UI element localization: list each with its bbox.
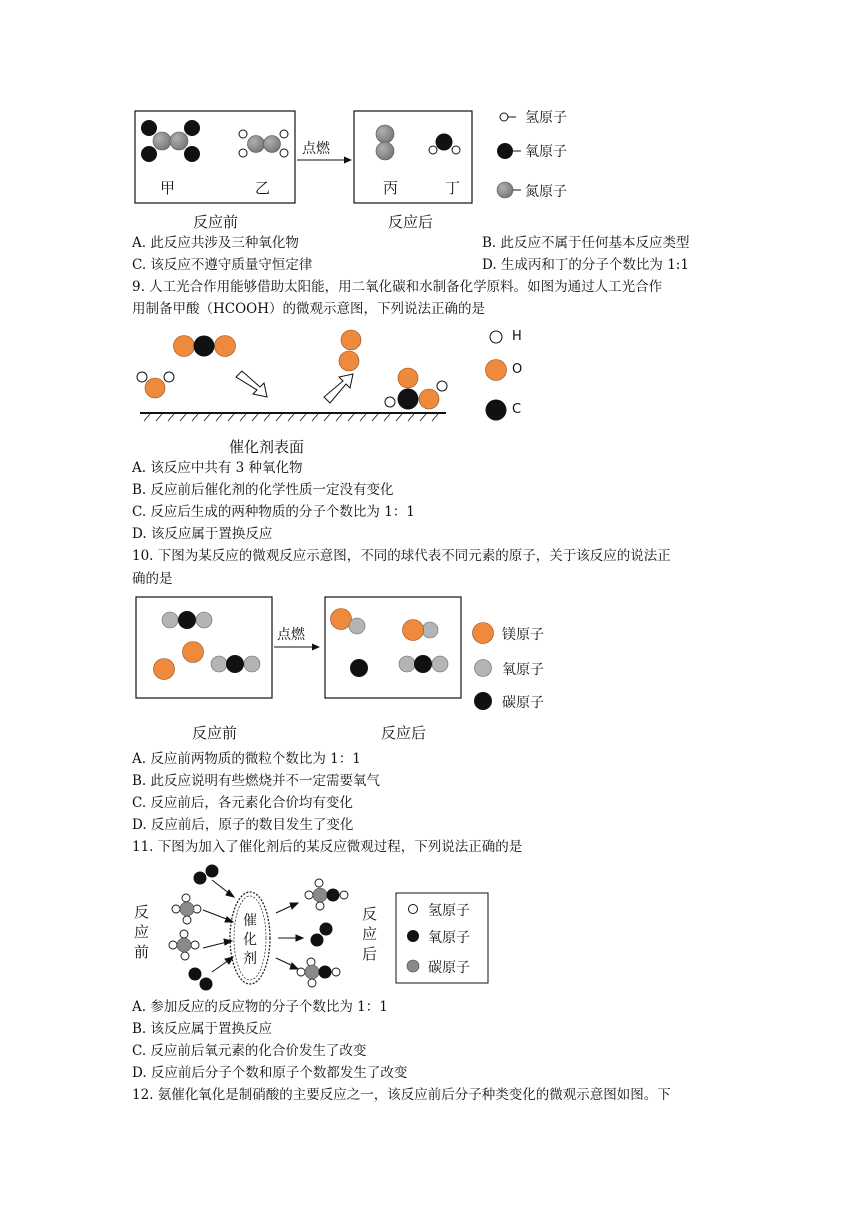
q8-label-after: 反应后 [388,213,434,231]
q9-stem-line1: 9. 人工光合作用能够借助太阳能，用二氧化碳和水制备化学原料。如图为通过人工光合作 [132,279,663,295]
q11-oxygen-atom [319,966,332,979]
q8-label-ding: 丁 [445,179,461,197]
q9-option-c: C. 反应后生成的两种物质的分子个数比为 1：1 [132,504,415,520]
q10-option-a: A. 反应前两物质的微粒个数比为 1：1 [132,751,361,767]
q8-label-before: 反应前 [193,213,239,231]
q11-legend-hydrogen: 氢原子 [428,903,470,919]
q10-option-c: C. 反应前后，各元素化合价均有变化 [132,795,353,811]
q11-option-b: B. 该反应属于置换反应 [132,1021,273,1037]
q11-legend-oxygen-icon [407,930,419,942]
q11-oxygen-atom [189,968,202,981]
q8-label-bing: 丙 [383,179,399,197]
q10-label-before: 反应前 [192,724,238,742]
q11-legend-oxygen: 氧原子 [428,930,470,946]
q10-label-after: 反应后 [381,724,427,742]
q11-left-label-3: 前 [134,943,150,961]
q11-catalyst-label-1: 催 [243,913,257,929]
q9-option-d: D. 该反应属于置换反应 [132,526,273,542]
q11-option-c: C. 反应前后氧元素的化合价发生了改变 [132,1043,367,1059]
q8-option-b: B. 此反应不属于任何基本反应类型 [482,235,690,251]
q11-oxygen-atom [327,889,340,902]
q11-option-a: A. 参加反应的反应物的分子个数比为 1：1 [132,999,388,1015]
q11-carbon-atom [305,965,319,979]
q11-oxygen-atom [194,872,207,885]
q9-option-a: A. 该反应中共有 3 种氧化物 [132,460,303,476]
q8-legend-oxygen: 氧原子 [525,144,567,160]
q11-carbon-atom [180,902,194,916]
q10-legend-oxygen: 氧原子 [502,662,544,678]
q10-stem-line1: 10. 下图为某反应的微观反应示意图，不同的球代表不同元素的原子，关于该反应的说法正 [132,548,671,564]
q9-legend-hydrogen: H [512,329,522,344]
q9-stem-line2: 用制备甲酸（HCOOH）的微观示意图，下列说法正确的是 [132,301,486,317]
q11-oxygen-atom [200,978,213,991]
q11-catalyst-label-2: 化 [243,932,257,948]
q10-legend-magnesium: 镁原子 [502,627,544,643]
q11-right-label-1: 反 [362,905,378,923]
q9-legend-oxygen: O [512,362,523,377]
q11-stem: 11. 下图为加入了催化剂后的某反应微观过程，下列说法正确的是 [132,839,523,855]
q8-option-d: D. 生成丙和丁的分子个数比为 1:1 [482,257,689,273]
q8-label-jia: 甲 [160,179,176,197]
q8-label-yi: 乙 [255,179,271,197]
q11-left-label-2: 应 [134,923,150,941]
q11-legend-carbon: 碳原子 [428,960,470,976]
q11-legend-hydrogen-icon [409,905,418,914]
q11-legend-carbon-icon [407,960,419,972]
q11-right-label-2: 应 [362,925,378,943]
q11-catalyst-label-3: 剂 [243,951,257,967]
q11-option-d: D. 反应前后分子个数和原子个数都发生了改变 [132,1065,408,1081]
q11-oxygen-atom [311,934,324,947]
q12-stem: 12. 氨催化氧化是制硝酸的主要反应之一，该反应前后分子种类变化的微观示意图如图。下 [132,1087,671,1103]
q11-oxygen-atom [320,923,333,936]
q10-option-d: D. 反应前后，原子的数目发生了变化 [132,817,354,833]
q11-right-label-3: 后 [362,945,378,963]
q10-label-arrow: 点燃 [277,627,305,643]
q8-legend-hydrogen: 氢原子 [525,110,567,126]
q10-stem-line2: 确的是 [132,571,173,587]
q11-left-label-1: 反 [134,903,150,921]
q10-option-b: B. 此反应说明有些燃烧并不一定需要氧气 [132,773,381,789]
q9-legend-carbon: C [512,402,522,417]
q11-carbon-atom [177,938,191,952]
q8-option-a: A. 此反应共涉及三种氧化物 [132,235,299,251]
q8-legend-nitrogen: 氮原子 [525,184,567,200]
q8-option-c: C. 该反应不遵守质量守恒定律 [132,257,313,273]
q11-carbon-atom [313,888,327,902]
q10-legend-carbon: 碳原子 [502,695,544,711]
q9-surface-label: 催化剂表面 [229,438,305,456]
q9-option-b: B. 反应前后催化剂的化学性质一定没有变化 [132,482,394,498]
q11-oxygen-atom [206,865,219,878]
q8-label-arrow: 点燃 [302,141,330,157]
